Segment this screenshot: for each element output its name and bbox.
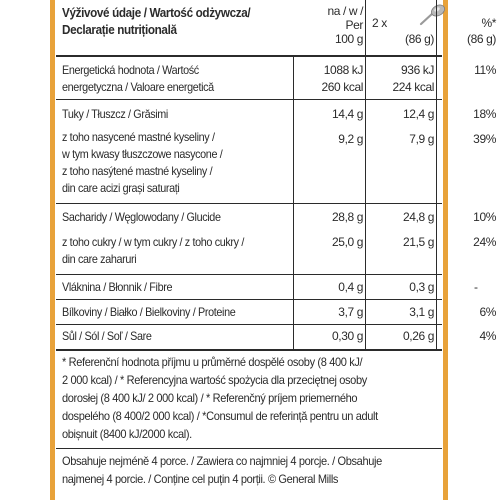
carbs-pct: 10% xyxy=(473,210,496,224)
fibre-per100: 0,4 g xyxy=(338,280,363,294)
energy-label-2: energetyczna / Valoare energetică xyxy=(62,80,214,94)
protein-per100: 3,7 g xyxy=(338,305,363,319)
fibre-per86: 0,3 g xyxy=(409,280,434,294)
saturates-label-2: w tym kwasy tłuszczowe nasycone / xyxy=(62,147,223,161)
energy-pct: 11% xyxy=(474,63,496,77)
protein-pct: 6% xyxy=(479,305,496,319)
nutrition-label xyxy=(56,0,496,500)
row-rule xyxy=(56,324,442,325)
reference-line-3: dorosłej (8 400 kJ/ 2 000 kcal) / * Referenčný príjem priemerného xyxy=(62,391,358,405)
protein-per86: 3,1 g xyxy=(409,305,434,319)
salt-per100: 0,30 g xyxy=(332,329,363,343)
reference-line-5: obișnuit (8400 kJ/2000 kcal). xyxy=(62,427,192,441)
per100-header-1: na / w / xyxy=(327,4,363,18)
energy-per100-kj: 1088 kJ xyxy=(323,63,363,77)
row-rule xyxy=(56,274,442,275)
fat-label: Tuky / Tłuszcz / Grăsimi xyxy=(62,107,168,121)
energy-per100-kcal: 260 kcal xyxy=(321,80,363,94)
saturates-per86: 7,9 g xyxy=(409,132,434,146)
header-divider-2 xyxy=(365,0,366,55)
carbs-per86: 24,8 g xyxy=(403,210,434,224)
sugars-per100: 25,0 g xyxy=(332,235,363,249)
reference-line-2: 2 000 kcal) / * Referencyjna wartość spożycia dla przeciętnej osoby xyxy=(62,373,367,387)
saturates-label-4: din care acizi grași saturați xyxy=(62,181,180,195)
pct-header-1: %* xyxy=(481,16,496,30)
saturates-per100: 9,2 g xyxy=(338,132,363,146)
saturates-label-1: z toho nasycené mastné kyseliny / xyxy=(62,130,215,144)
fat-per86: 12,4 g xyxy=(403,107,434,121)
saturates-label-3: z toho nasýtené mastné kyseliny / xyxy=(62,164,213,178)
portions-line-1: Obsahuje nejméně 4 porce. / Zawiera co najmniej 4 porcje. / Obsahuje xyxy=(62,454,382,468)
carbs-per100: 28,8 g xyxy=(332,210,363,224)
reference-line-4: dospelého (8 400/2 000 kcal) / *Consumul de referință pentru un adult xyxy=(62,409,378,423)
header-rule xyxy=(56,55,442,57)
fat-pct: 18% xyxy=(473,107,496,121)
table-bottom-rule xyxy=(56,349,442,351)
sugars-label-1: z toho cukry / w tym cukry / z toho cukry / xyxy=(62,235,244,249)
sugars-per86: 21,5 g xyxy=(403,235,434,249)
salt-per86: 0,26 g xyxy=(403,329,434,343)
salt-label: Sůl / Sól / Soľ / Sare xyxy=(62,329,152,343)
row-rule xyxy=(56,299,442,300)
energy-per86-kcal: 224 kcal xyxy=(392,80,434,94)
left-accent-bar xyxy=(50,0,55,500)
portion-header-2: (86 g) xyxy=(405,32,434,46)
row-rule xyxy=(56,99,442,100)
energy-per86-kj: 936 kJ xyxy=(401,63,434,77)
row-rule xyxy=(56,203,442,204)
sugars-label-2: din care zaharuri xyxy=(62,252,137,266)
protein-label: Bílkoviny / Białko / Bielkoviny / Proteine xyxy=(62,305,236,319)
title-line-1: Výživové údaje / Wartość odżywcza/ xyxy=(62,5,251,20)
footer-rule xyxy=(56,448,442,449)
per100-header-3: 100 g xyxy=(334,32,363,46)
pct-header-2: (86 g) xyxy=(467,32,496,46)
carbs-label: Sacharidy / Węglowodany / Glucide xyxy=(62,210,221,224)
fibre-label: Vláknina / Błonnik / Fibre xyxy=(62,280,173,294)
salt-pct: 4% xyxy=(479,329,496,343)
sugars-pct: 24% xyxy=(473,235,496,249)
portion-header-1: 2 x xyxy=(372,16,387,30)
per100-header-2: Per xyxy=(345,18,363,32)
title-line-2: Declarație nutrițională xyxy=(62,22,177,37)
reference-line-1: * Referenční hodnota příjmu u průměrné dospělé osoby (8 400 kJ/ xyxy=(62,355,363,369)
saturates-pct: 39% xyxy=(473,132,496,146)
energy-label-1: Energetická hodnota / Wartość xyxy=(62,63,199,77)
fibre-pct: - xyxy=(474,280,478,294)
portions-line-2: najmenej 4 porcie. / Conține cel puțin 4 porții. © General Mills xyxy=(62,472,339,486)
header-divider-3 xyxy=(436,0,437,55)
fat-per100: 14,4 g xyxy=(332,107,363,121)
